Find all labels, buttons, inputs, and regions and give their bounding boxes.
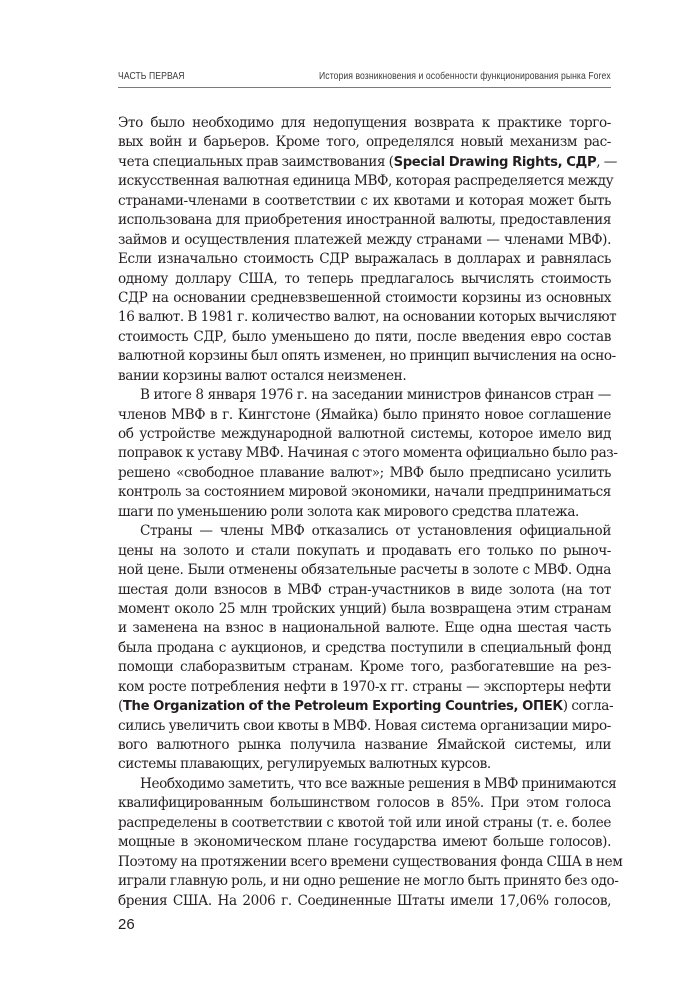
text-line: Страны — члены МВФ отказались от установления официальной (140, 523, 611, 540)
running-head-chapter: История возникновения и особенности функционирования рынка Forex (319, 70, 611, 82)
text-line: решено «свободное плавание валют»; МВФ было предписано усилить (118, 464, 611, 481)
text-line: брения США. На 2006 г. Соединенные Штаты имели 17,06% голосов, (118, 892, 611, 909)
text-line: использована для приобретения иностранной валюты, предоставления (118, 212, 611, 229)
text-line: стоимость СДР, было уменьшено до пяти, после введения евро состав (118, 328, 611, 345)
text-line: ком росте потребления нефти в 1970-х гг. страны — экспортеры нефти (118, 678, 611, 695)
text-line: момент около 25 млн тройских унций) была возвращена этим странам (118, 600, 611, 617)
text-line: ной цене. Были отменены обязательные расчеты в золоте с МВФ. Одна (118, 562, 611, 579)
paragraph (118, 522, 614, 775)
text-line: займов и осуществления платежей между странами — членами МВФ). (118, 231, 611, 248)
text-line: шаги по уменьшению роли золота как мирового средства платежа. (118, 503, 579, 520)
page-body (118, 114, 623, 911)
text-line: и заменена на взнос в национальной валюте. Еще одна шестая часть (118, 620, 611, 637)
bold-term: Special Drawing Rights, СДР (393, 154, 597, 170)
text-line: играли главную роль, и ни одно решение не могло быть принято без одо- (118, 873, 619, 890)
text-line: системы плавающих, регулируемых валютных курсов. (118, 756, 491, 773)
text-line: искусственная валютная единица МВФ, которая распределяется между (118, 173, 614, 190)
text-line: чета специальных прав заимствования (Special Drawing Rights, СДР, — (118, 153, 618, 170)
text-line: вых войн и барьеров. Кроме того, определялся новый механизм рас- (118, 134, 611, 151)
text-line: одному доллару США, то теперь предлагалось вычислять стоимость (118, 270, 611, 287)
text-line: вого валютного рынка получила название Ямайской системы, или (118, 737, 611, 753)
text-line: Поэтому на протяжении всего времени существования фонда США в нем (118, 853, 623, 870)
text-line: поправок к уставу МВФ. Начиная с этого момента официально было раз- (118, 445, 618, 462)
page-number: 26 (118, 916, 135, 933)
text-line: СДР на основании средневзвешенной стоимости корзины из основных (118, 289, 611, 306)
paragraph (118, 114, 618, 386)
text-line: 16 валют. В 1981 г. количество валют, на основании которых вычисляют (118, 309, 617, 326)
bold-term: The Organization of the Petroleum Exporting Countries, ОПЕК (122, 699, 563, 715)
text-line: Необходимо заметить, что все важные решения в МВФ принимаются (140, 775, 617, 792)
text-line: помощи слаборазвитым странам. Кроме того, разбогатевшие на рез- (118, 659, 611, 676)
text-line: была продана с аукционов, и средства поступили в специальный фонд (118, 639, 611, 656)
text-line: валютной корзины был опять изменен, но принцип вычисления на осно- (118, 348, 616, 365)
text-line: (The Organization of the Petroleum Exporting Countries, ОПЕК) согла- (118, 698, 614, 715)
text-line: квалифицированным большинством голосов в 85%. При этом голоса (118, 795, 611, 812)
header-rule (118, 87, 611, 88)
text-line: цены на золото и стали покупать и продавать его только по рыноч- (118, 542, 611, 559)
text-line: об устройстве международной валютной системы, которое имело вид (118, 426, 611, 442)
running-head-part: ЧАСТЬ ПЕРВАЯ (118, 70, 185, 82)
text-line: распределены в соответствии с квотой той или иной страны (т. е. более (118, 814, 611, 831)
text-line: В итоге 8 января 1976 г. на заседании министров финансов стран — (140, 387, 611, 404)
text-line: членов МВФ в г. Кингстоне (Ямайка) было принято новое соглашение (118, 406, 611, 423)
text-line: шестая доли взносов в МВФ стран-участников в виде золота (на тот (118, 581, 611, 598)
paragraph (118, 386, 618, 522)
text-line: Это было необходимо для недопущения возврата к практике торго- (118, 115, 611, 131)
running-head (118, 70, 611, 84)
text-line: Если изначально стоимость СДР выражалась в долларах и равнялась (118, 251, 611, 268)
text-line: контроль за состоянием мировой экономики, начали предприниматься (118, 484, 611, 501)
paragraph (118, 775, 623, 911)
text-line: странами-членами в соответствии с их квотами и которая может быть (118, 192, 611, 209)
text-line: вании корзины валют остался неизменен. (118, 367, 407, 384)
text-line: сились увеличить свои квоты в МВФ. Новая система организации миро- (118, 717, 611, 734)
text-line: мощные в экономическом плане государства имеют больше голосов). (118, 834, 611, 851)
